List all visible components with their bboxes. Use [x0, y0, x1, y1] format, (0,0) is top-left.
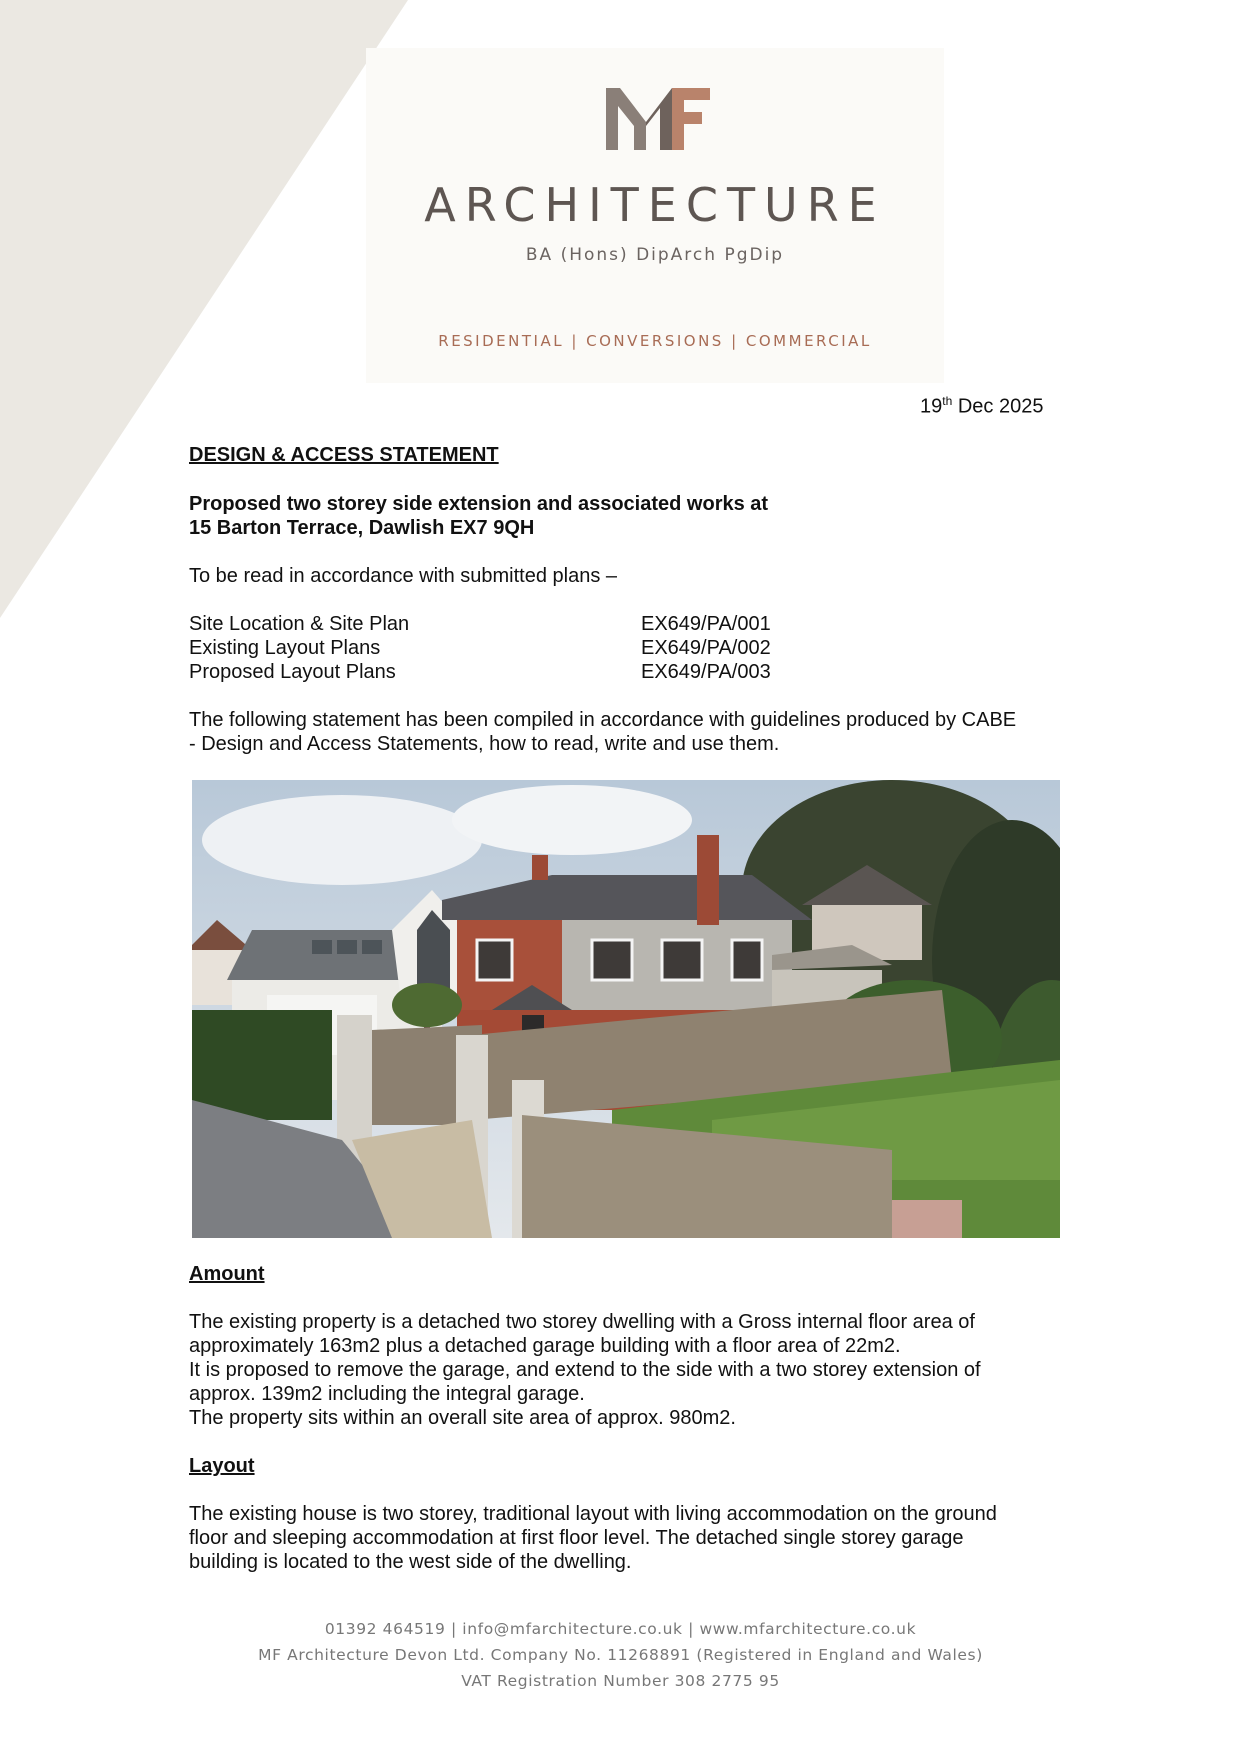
mf-monogram-icon — [606, 88, 710, 150]
date-suffix: th — [942, 394, 953, 408]
plans-list — [189, 612, 771, 684]
amount-line: approximately 163m2 plus a detached garage building with a floor area of 22m2. — [189, 1335, 901, 1357]
footer-vat: VAT Registration Number 308 2775 95 — [461, 1672, 780, 1690]
logo-services: RESIDENTIAL | CONVERSIONS | COMMERCIAL — [438, 332, 872, 350]
document-title: DESIGN & ACCESS STATEMENT — [189, 444, 499, 466]
amount-line: It is proposed to remove the garage, and extend to the side with a two storey extension of — [189, 1359, 981, 1381]
cabe-line-2: - Design and Access Statements, how to read, write and use them. — [189, 733, 780, 755]
footer-company: MF Architecture Devon Ltd. Company No. 11268891 (Registered in England and Wales) — [258, 1646, 983, 1664]
plan-name: Existing Layout Plans — [189, 637, 381, 659]
property-photo — [192, 780, 1060, 1238]
plan-ref: EX649/PA/001 — [641, 613, 771, 635]
date-day: 19 — [920, 395, 943, 418]
date-month-year: Dec 2025 — [957, 395, 1044, 418]
cabe-line-1: The following statement has been compiled in accordance with guidelines produced by CABE — [189, 709, 1017, 731]
footer-contact: 01392 464519 | info@mfarchitecture.co.uk | www.mfarchitecture.co.uk — [324, 1620, 917, 1638]
logo-qualifications: BA (Hons) DipArch PgDip — [525, 245, 785, 265]
plan-row — [189, 660, 771, 684]
amount-line: The property sits within an overall site area of approx. 980m2. — [189, 1407, 736, 1429]
amount-line: approx. 139m2 including the integral garage. — [189, 1383, 585, 1405]
layout-line: building is located to the west side of the dwelling. — [189, 1551, 632, 1573]
plan-ref: EX649/PA/003 — [641, 661, 771, 683]
plan-row — [189, 612, 771, 636]
plan-ref: EX649/PA/002 — [641, 637, 771, 659]
intro-text: To be read in accordance with submitted plans – — [189, 565, 618, 587]
plan-name: Proposed Layout Plans — [189, 661, 396, 683]
layout-line: The existing house is two storey, traditional layout with living accommodation on the ground — [189, 1503, 997, 1525]
amount-line: The existing property is a detached two storey dwelling with a Gross internal floor area of — [189, 1311, 975, 1333]
subtitle-line-2: 15 Barton Terrace, Dawlish EX7 9QH — [189, 517, 535, 539]
logo-title: ARCHITECTURE — [424, 178, 886, 232]
layout-heading: Layout — [189, 1455, 255, 1477]
amount-heading: Amount — [189, 1263, 265, 1285]
company-logo — [366, 48, 944, 383]
document-date — [920, 394, 1043, 419]
subtitle-line-1: Proposed two storey side extension and associated works at — [189, 493, 769, 515]
plan-name: Site Location & Site Plan — [189, 613, 410, 635]
layout-line: floor and sleeping accommodation at first floor level. The detached single storey garage — [189, 1527, 964, 1549]
plan-row — [189, 636, 771, 660]
